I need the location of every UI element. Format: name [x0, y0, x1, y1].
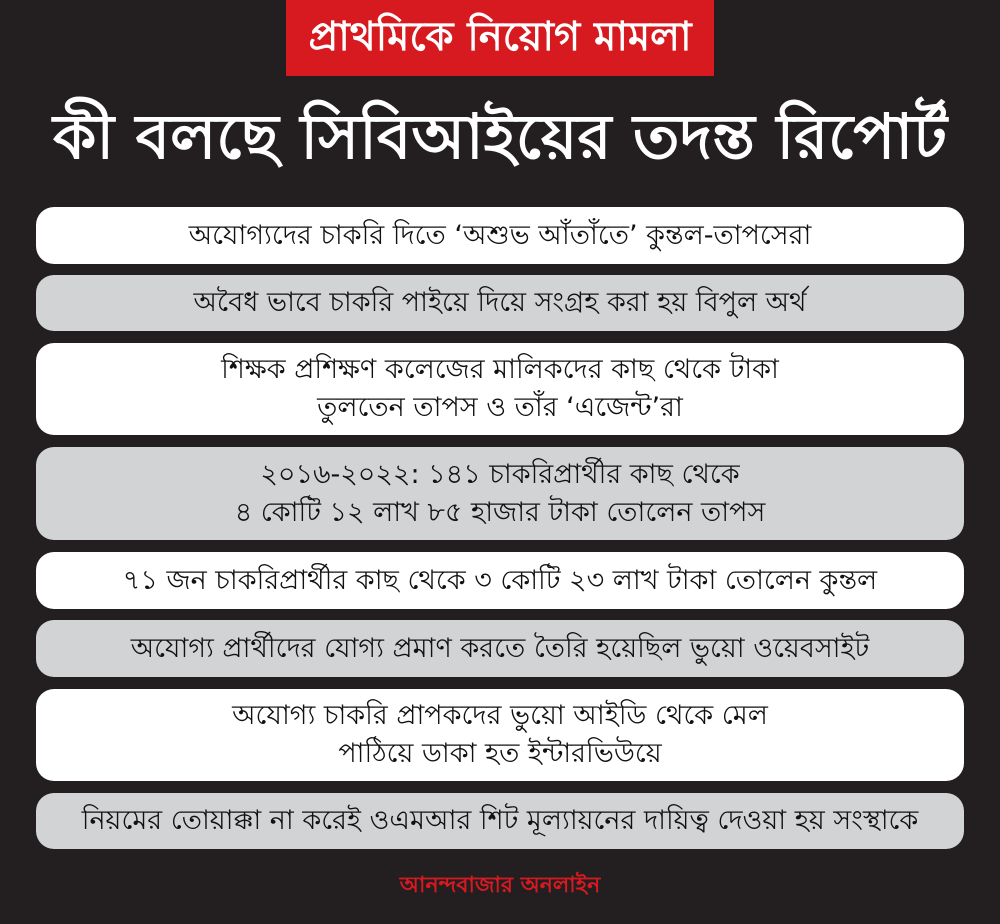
list-item-text: অবৈধ ভাবে চাকরি পাইয়ে দিয়ে সংগ্রহ করা হয় বিপুল অর্থ: [193, 287, 807, 318]
list-item: [36, 447, 964, 540]
page-title: কী বলছে সিবিআইয়ের তদন্ত রিপোর্ট: [52, 100, 948, 173]
list-item: [36, 552, 964, 609]
list-item: [36, 207, 964, 264]
list-item: [36, 275, 964, 331]
list-item: [36, 620, 964, 677]
list-item: [36, 343, 964, 435]
brand-logo: আনন্দবাজার অনলাইন: [399, 873, 601, 898]
list-item-text: ৭১ জন চাকরিপ্রার্থীর কাছ থেকে ৩ কোটি ২৩ লাখ টাকা তোলেন কুন্তল: [122, 564, 878, 596]
list-item-text: অযোগ্য চাকরি প্রাপকদের ভুয়ো আইডি থেকে মেল পাঠিয়ে ডাকা হত ইন্টারভিউয়ে: [232, 700, 768, 769]
category-banner: প্রাথমিকে নিয়োগ মামলা: [286, 0, 713, 76]
list-item-text: শিক্ষক প্রশিক্ষণ কলেজের মালিকদের কাছ থেকে টাকা তুলতেন তাপস ও তাঁর ‘এজেন্ট’রা: [221, 354, 779, 423]
list-item: [36, 793, 964, 849]
list-item-text: ২০১৬-২০২২: ১৪১ চাকরিপ্রার্থীর কাছ থেকে ৪ কোটি ১২ লাখ ৮৫ হাজার টাকা তোলেন তাপস: [234, 458, 766, 528]
list-item-text: অযোগ্য প্রার্থীদের যোগ্য প্রমাণ করতে তৈরি হয়েছিল ভুয়ো ওয়েবসাইট: [130, 632, 870, 664]
list-item-text: নিয়মের তোয়াক্কা না করেই ওএমআর শিট মূল্যায়নের দায়িত্ব দেওয়া হয় সংস্থাকে: [81, 805, 919, 836]
list-item-text: অযোগ্যদের চাকরি দিতে ‘অশুভ আঁতাঁতে’ কুন্তল-তাপসেরা: [188, 219, 812, 251]
banner-container: [0, 0, 1000, 76]
list-item: [36, 689, 964, 781]
